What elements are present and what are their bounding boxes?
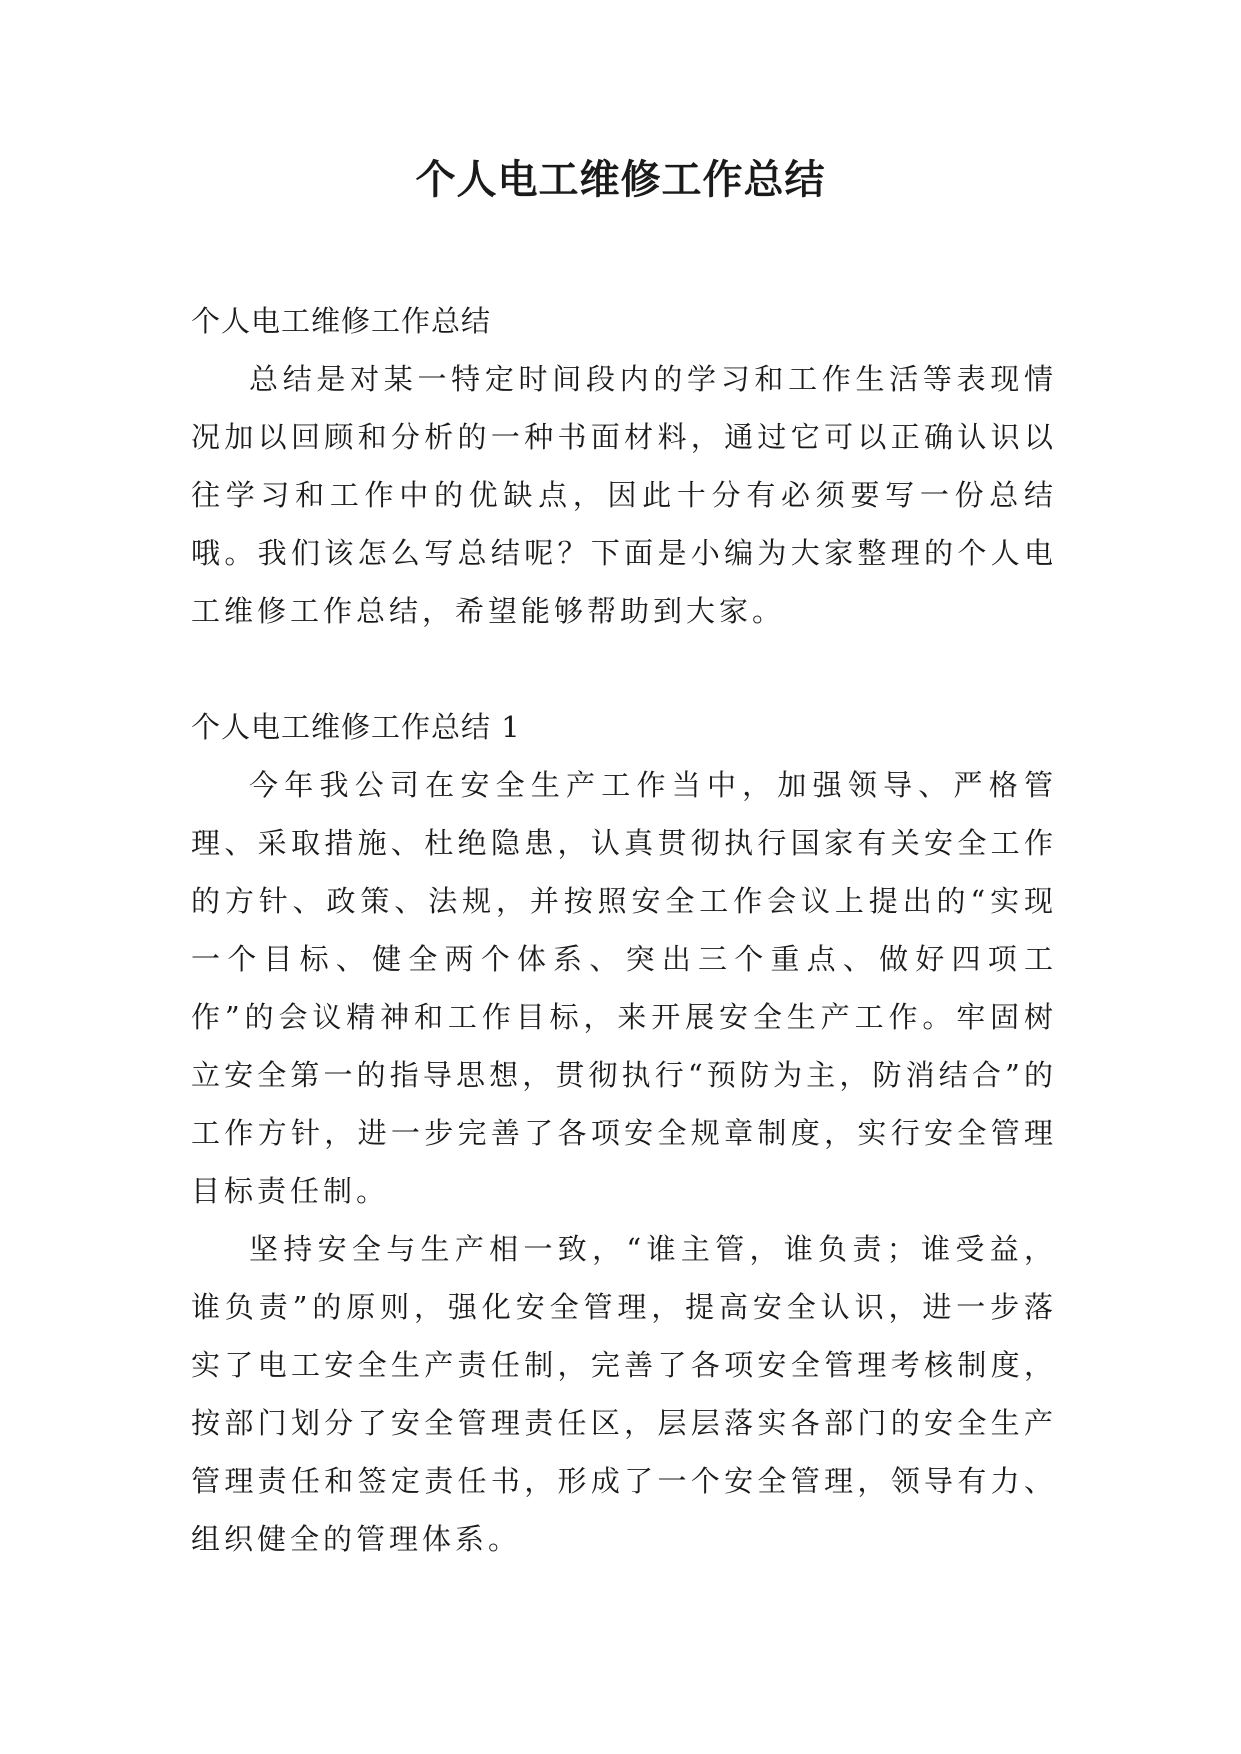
intro-paragraph: 总结是对某一特定时间段内的学习和工作生活等表现情况加以回顾和分析的一种书面材料，通过它可以正确认识以往学习和工作中的优缺点，因此十分有必须要写一份总结哦。我们该怎么写总结呢？下面是小编为大家整理的个人电工维修工作总结，希望能够帮助到大家。 — [191, 362, 1057, 628]
section-1-paragraph-1: 今年我公司在安全生产工作当中，加强领导、严格管理、采取措施、杜绝隐患，认真贯彻执行国家有关安全工作的方针、政策、法规，并按照安全工作会议上提出的“实现一个目标、健全两个体系、突出三个重点、做好四项工作”的会议精神和工作目标，来开展安全生产工作。牢固树立安全第一的指导思想，贯彻执行“预防为主，防消结合”的工作方针，进一步完善了各项安全规章制度，实行安全管理目标责任制。 — [191, 768, 1057, 1208]
intro-heading: 个人电工维修工作总结 — [191, 304, 492, 338]
section-1-heading: 个人电工维修工作总结 1 — [191, 710, 521, 744]
document-title: 个人电工维修工作总结 — [415, 157, 826, 203]
document-body — [191, 292, 1057, 1568]
section-spacer — [191, 640, 1057, 698]
section-1-paragraph-2: 坚持安全与生产相一致，“谁主管，谁负责；谁受益，谁负责”的原则，强化安全管理，提高安全认识，进一步落实了电工安全生产责任制，完善了各项安全管理考核制度，按部门划分了安全管理责任区，层层落实各部门的安全生产管理责任和签定责任书，形成了一个安全管理，领导有力、组织健全的管理体系。 — [191, 1232, 1057, 1556]
